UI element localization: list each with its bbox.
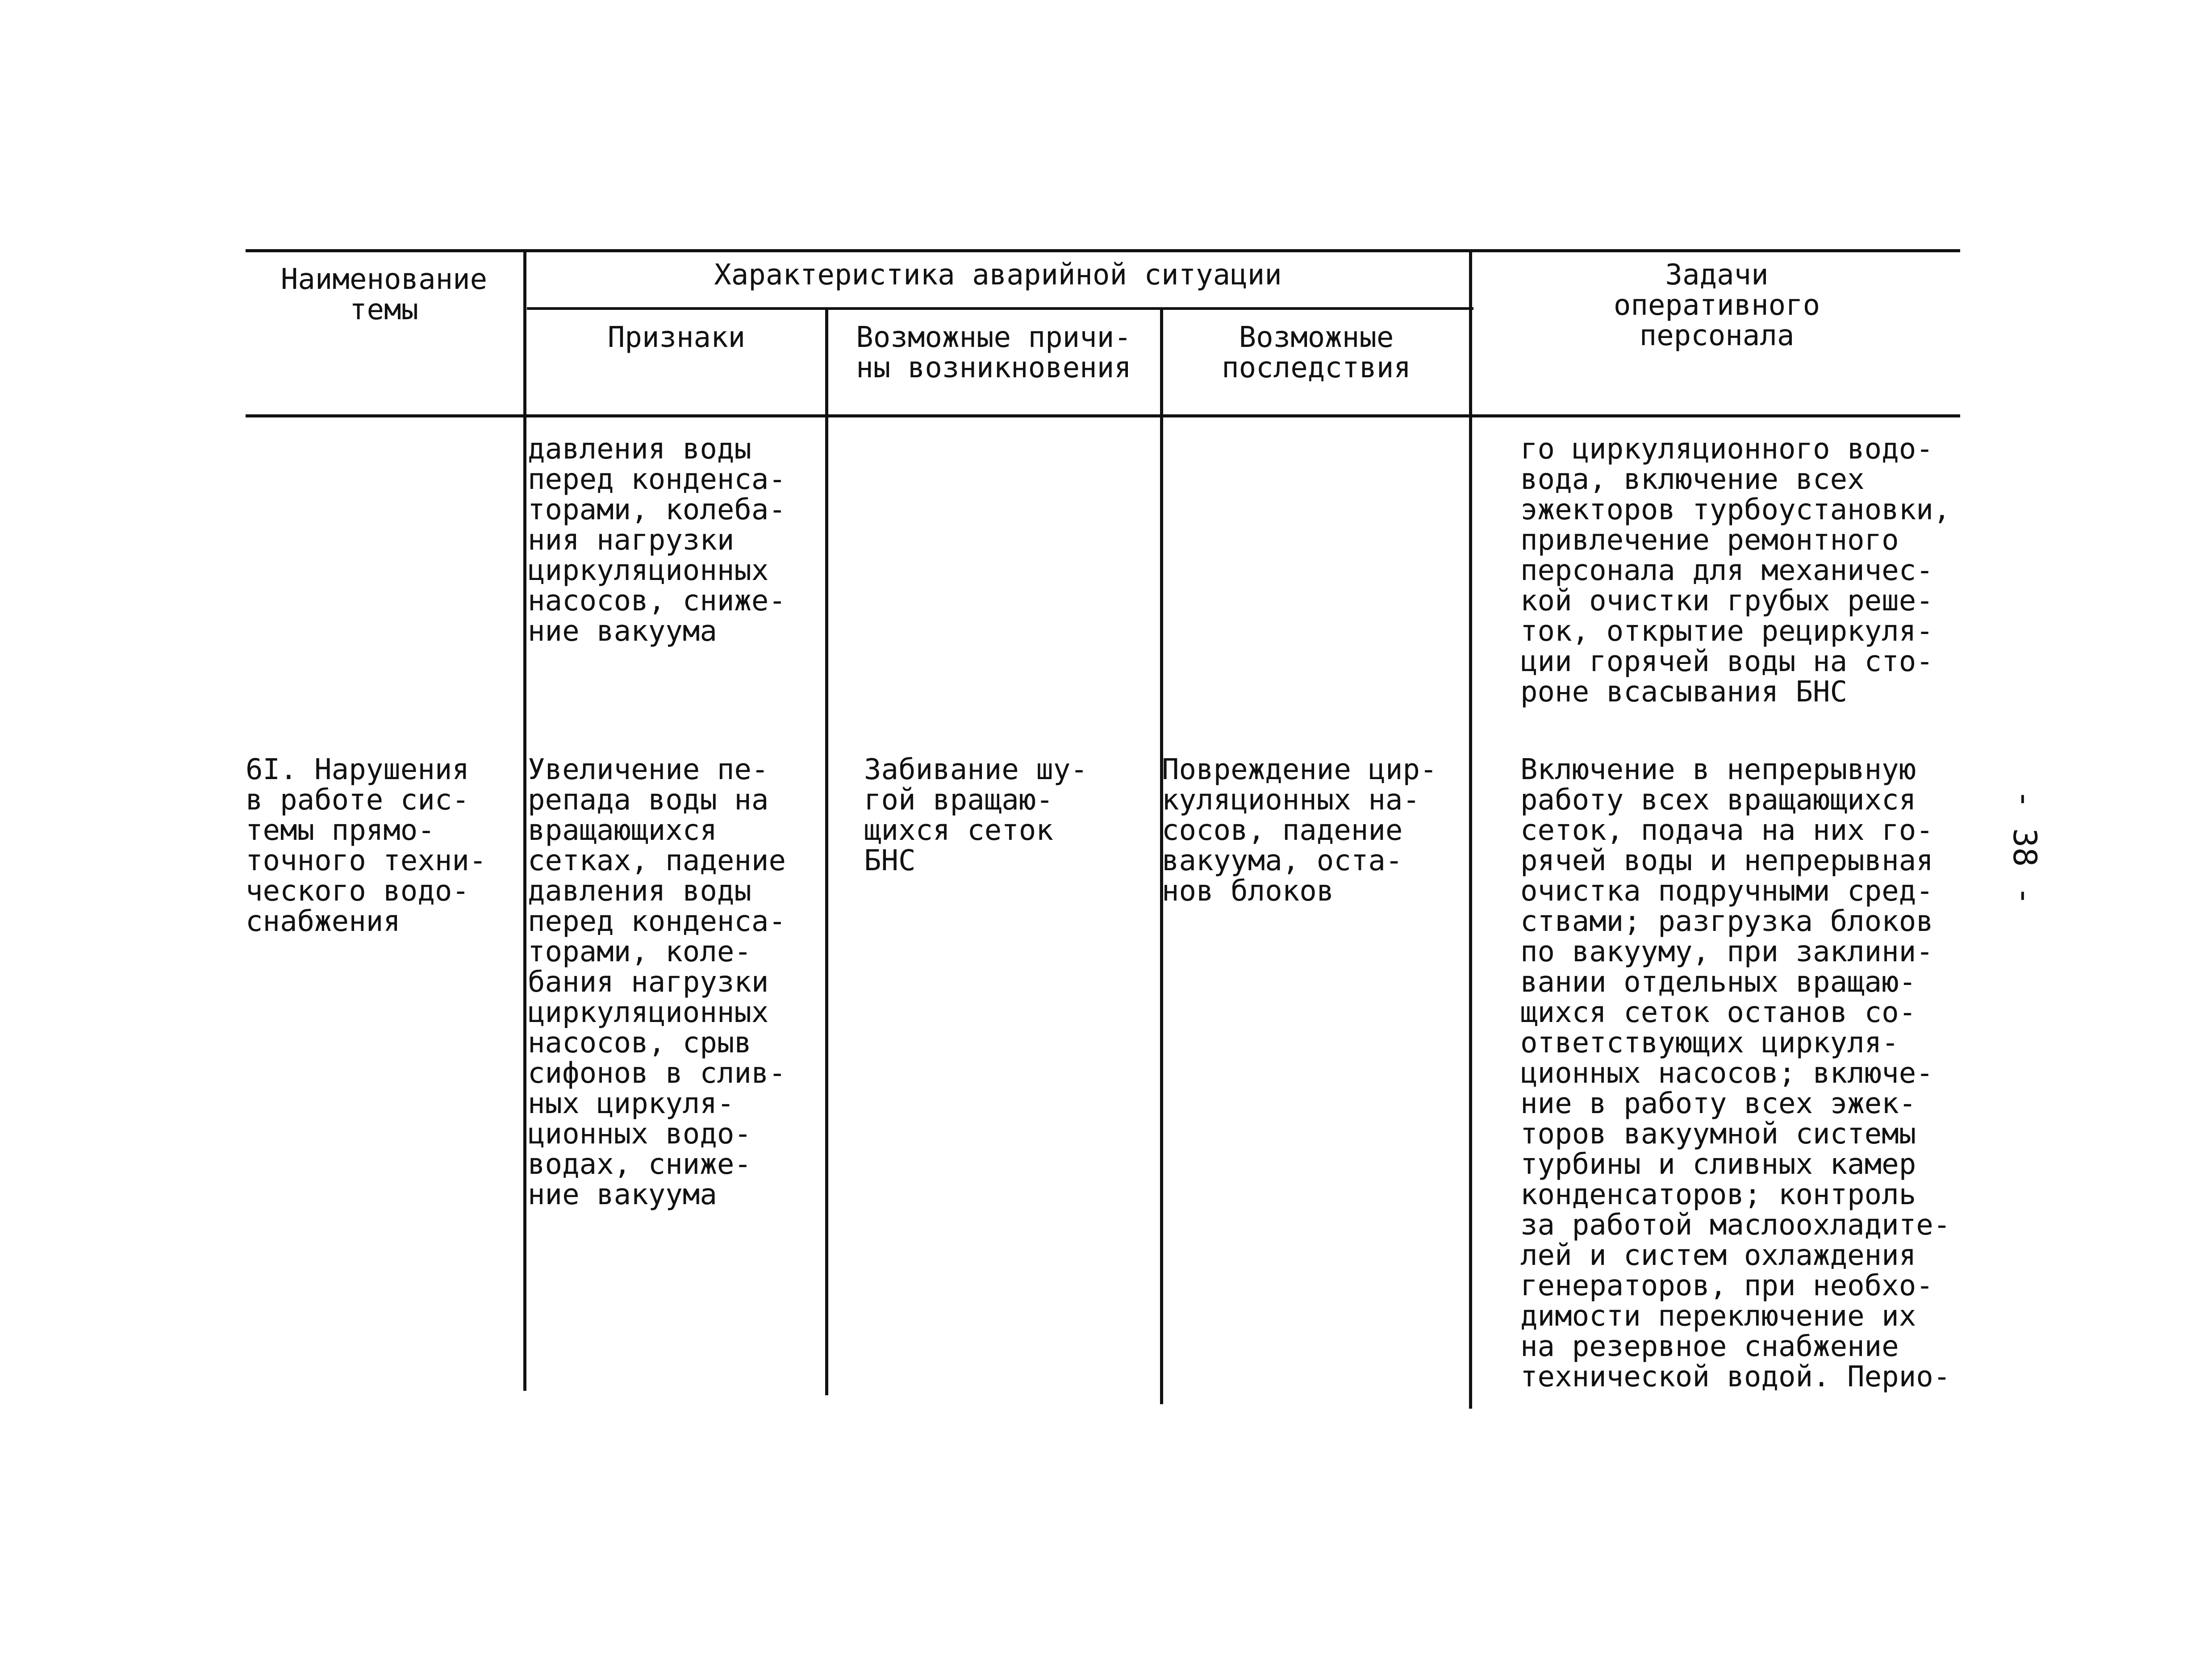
table-row-0-signs: давления воды перед конденса- торами, колеба- ния нагрузки циркуляционных насосов, сниже- ние вакуума xyxy=(528,433,786,648)
header-possible-consequences: Возможные последствия xyxy=(1222,321,1411,384)
header-emergency-characteristics: Характеристика аварийной ситуации xyxy=(714,259,1282,292)
table-row-1-causes: Забивание шу- гой вращаю- щихся сеток БНС xyxy=(864,753,1088,877)
header-personnel-tasks: Задачи оперативного персонала xyxy=(1613,259,1820,352)
header-topic-name: Наименование темы xyxy=(280,263,488,326)
page-number: - 38 - xyxy=(2006,789,2044,906)
group-header-rule xyxy=(527,307,1473,310)
table-row-1-topic: 6I. Нарушения в работе сис- темы прямо- точного техни- ческого водо- снабжения xyxy=(246,753,487,938)
table-top-rule xyxy=(246,249,1960,252)
table-row-1-tasks: Включение в непрерывную работу всех вращающихся сеток, подача на них го- рячей воды и непрерывная очистка подручными сред- ствами; разгрузка блоков по вакууму, при заклини- вании отдельных вращаю- щихся сеток останов со- ответствующих циркуля- ционных насосов; включе- ние в работу всех эжек- торов вакуумной системы турбины и сливных камер конденсаторов; контроль за работой маслоохладите- лей и систем охлаждения генераторов, при необхо- димости переключение их на резервное снабжение технической водой. Перио- xyxy=(1520,753,1951,1393)
table-row-0-tasks: го циркуляционного водо- вода, включение всех эжекторов турбоустановки, привлечение ремонтного персонала для механичес- кой очистки грубых реше- ток, открытие рециркуля- ции горячей воды на сто- роне всасывания БНС xyxy=(1520,433,1951,709)
header-possible-causes: Возможные причи- ны возникновения xyxy=(856,321,1131,384)
column-divider-1 xyxy=(523,250,526,1391)
header-bottom-rule xyxy=(246,414,1960,417)
column-divider-2 xyxy=(825,308,828,1395)
header-signs: Признаки xyxy=(607,321,746,354)
table-row-1-signs: Увеличение пе- репада воды на вращающихся сетках, падение давления воды перед конденса- торами, коле- бания нагрузки циркуляционных насосов, срыв сифонов в слив- ных циркуля- ционных водо- водах, сниже- ние вакуума xyxy=(528,753,786,1211)
table-row-1-consequences: Повреждение цир- куляционных на- сосов, падение вакуума, оста- нов блоков xyxy=(1162,753,1437,908)
